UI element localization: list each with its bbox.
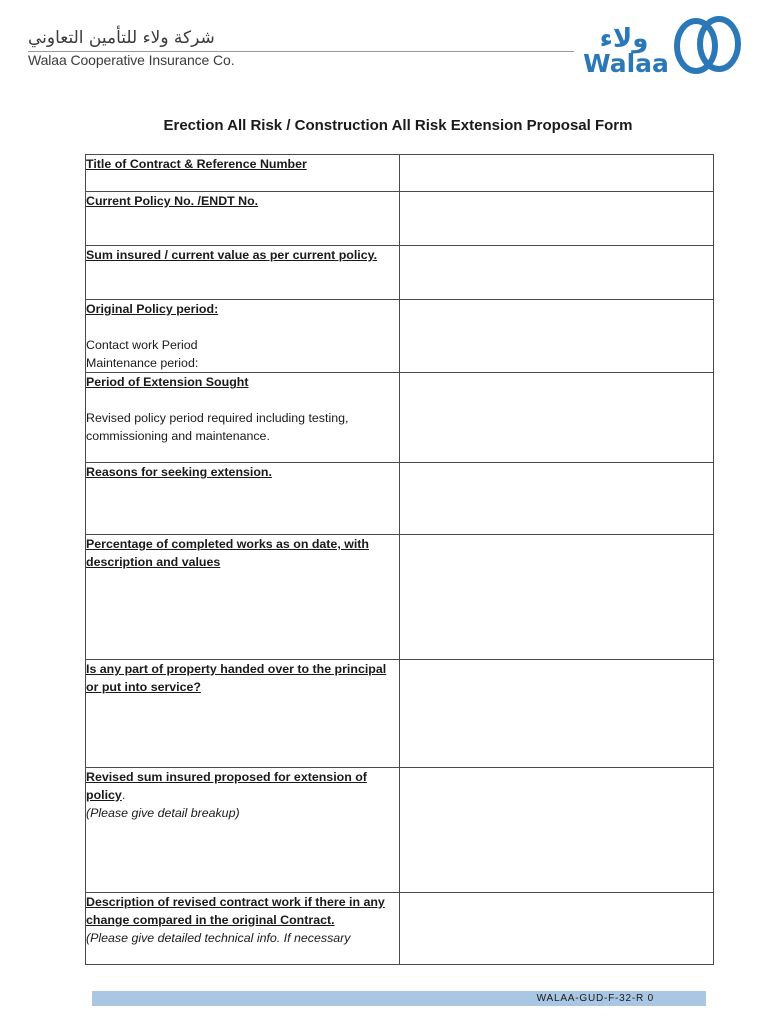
answer-cell-property-handover[interactable] xyxy=(400,660,714,768)
answer-cell-policy-number[interactable] xyxy=(400,192,714,246)
question-label: Revised sum insured proposed for extension of policy xyxy=(86,770,367,802)
page-header xyxy=(0,0,770,90)
table-row xyxy=(86,893,714,965)
answer-cell-sum-insured[interactable] xyxy=(400,246,714,300)
company-name-english: Walaa Cooperative Insurance Co. xyxy=(28,52,235,68)
company-name-arabic: شركة ولاء للتأمين التعاوني xyxy=(28,28,215,48)
footer-bar xyxy=(92,991,706,1006)
table-row xyxy=(86,373,714,463)
proposal-form-table xyxy=(85,154,714,965)
question-label: Current Policy No. /ENDT No. xyxy=(86,194,259,208)
table-row xyxy=(86,192,714,246)
question-cell xyxy=(86,246,400,300)
question-cell xyxy=(86,535,400,660)
maintenance-period-label: Maintenance period: xyxy=(86,356,199,370)
answer-cell-revised-work[interactable] xyxy=(400,893,714,965)
question-cell xyxy=(86,155,400,192)
question-note: (Please give detail breakup) xyxy=(86,806,240,820)
table-row xyxy=(86,155,714,192)
question-label: Reasons for seeking extension. xyxy=(86,465,272,479)
question-cell xyxy=(86,463,400,535)
question-label: Title of Contract & Reference Number xyxy=(86,157,307,171)
form-title: Erection All Risk / Construction All Risk Extension Proposal Form xyxy=(163,117,633,134)
question-note: (Please give detailed technical info. If necessary xyxy=(86,931,351,945)
question-label: Description of revised contract work if there in any change compared in the original Contract. xyxy=(86,895,385,927)
question-label: Original Policy period: xyxy=(86,302,219,316)
question-label: Is any part of property handed over to the principal or put into service? xyxy=(86,662,387,694)
question-cell xyxy=(86,373,400,463)
table-row xyxy=(86,660,714,768)
answer-cell-extension-period[interactable] xyxy=(400,373,714,463)
question-label: Period of Extension Sought xyxy=(86,375,249,389)
question-cell xyxy=(86,300,400,373)
question-cell xyxy=(86,768,400,893)
logo-rings-icon xyxy=(672,14,742,76)
answer-cell-contract-title[interactable] xyxy=(400,155,714,192)
table-row xyxy=(86,768,714,893)
answer-cell-reasons[interactable] xyxy=(400,463,714,535)
question-label: Sum insured / current value as per current policy. xyxy=(86,248,378,262)
question-cell xyxy=(86,660,400,768)
logo-arabic-wordmark: ولاء xyxy=(599,24,649,54)
answer-cell-revised-sum[interactable] xyxy=(400,768,714,893)
question-note: Revised policy period required including testing, commissioning and maintenance. xyxy=(86,411,349,443)
table-row xyxy=(86,300,714,373)
question-label-suffix: . xyxy=(121,788,126,802)
document-code: WALAA-GUD-F-32-R 0 xyxy=(536,993,654,1004)
question-cell xyxy=(86,893,400,965)
table-row xyxy=(86,246,714,300)
question-cell xyxy=(86,192,400,246)
answer-cell-original-period[interactable] xyxy=(400,300,714,373)
walaa-logo xyxy=(572,10,744,80)
logo-latin-wordmark: Walaa xyxy=(583,49,669,78)
contract-work-period-label: Contact work Period xyxy=(86,338,198,352)
table-row xyxy=(86,463,714,535)
answer-cell-completed-works[interactable] xyxy=(400,535,714,660)
table-row xyxy=(86,535,714,660)
question-label: Percentage of completed works as on date, with description and values xyxy=(86,537,369,569)
